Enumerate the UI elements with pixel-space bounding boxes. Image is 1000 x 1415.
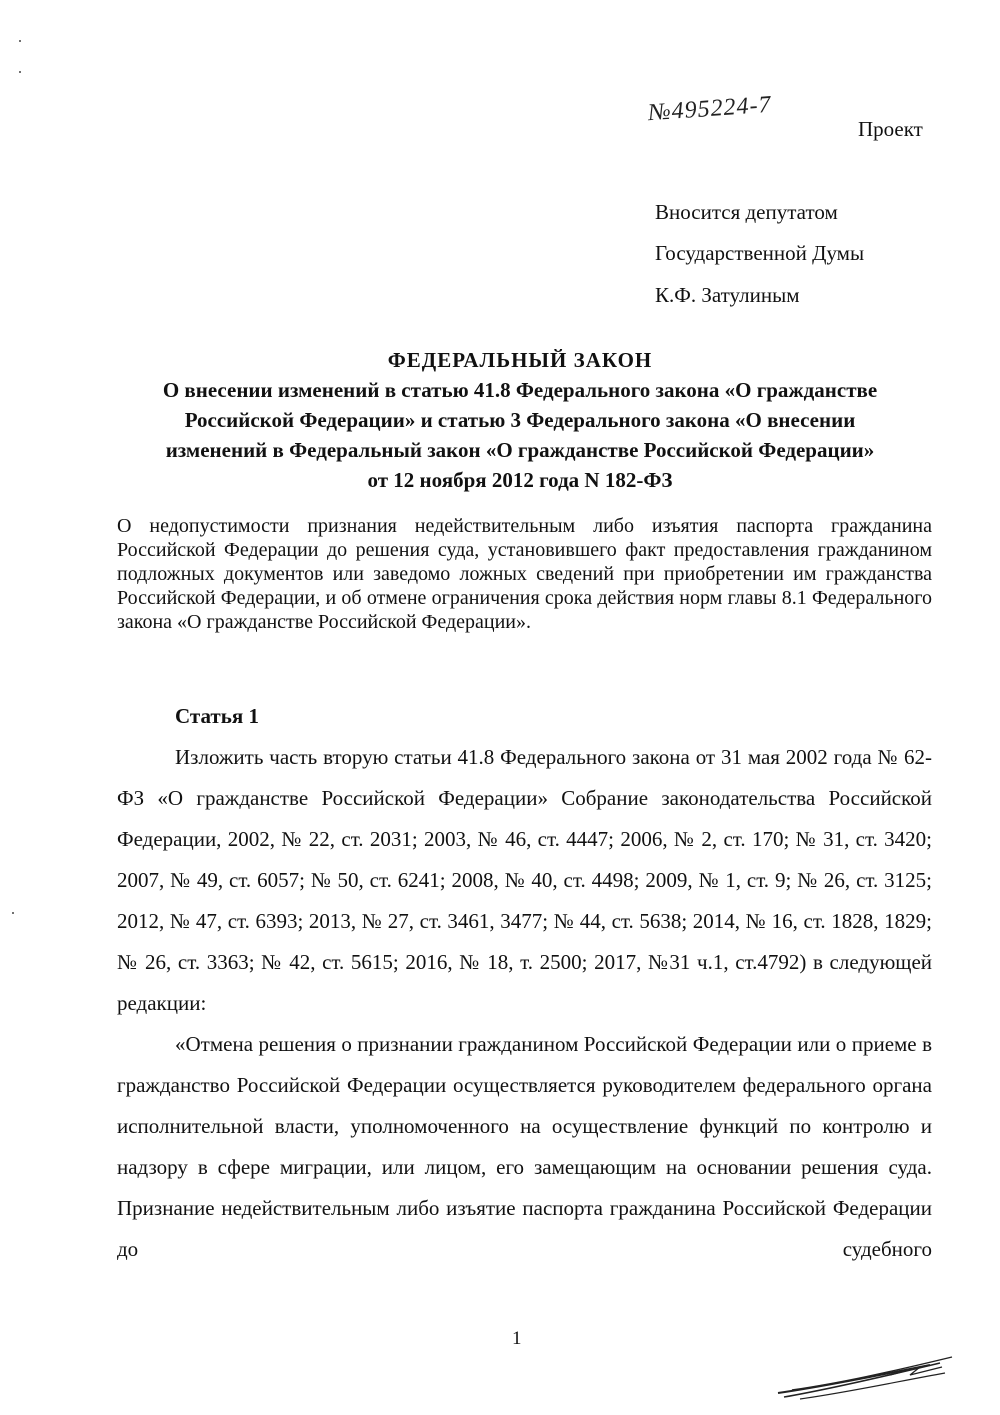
title-line-1: ФЕДЕРАЛЬНЫЙ ЗАКОН: [387, 348, 653, 372]
scan-speck: [19, 40, 21, 42]
article-1-paragraph-1: Изложить часть вторую статьи 41.8 Федерального закона от 31 мая 2002 года № 62-ФЗ «О гражданстве Российской Федерации» Собрание законодательства Российской Федерации, 2002, № 22, ст. 2031; 2003, № 46, ст. 4447; 2006, № 2, ст. 170; № 31, ст. 3420; 2007, № 49, ст. 6057; № 50, ст. 6241; 2008, № 40, ст. 4498; 2009, № 1, ст. 9; № 26, ст. 3125; 2012, № 47, ст. 6393; 2013, № 27, ст. 3461, 3477; № 44, ст. 5638; 2014, № 16, ст. 1828, 1829; № 26, ст. 3363; № 42, ст. 5615; 2016, № 18, т. 2500; 2017, №31 ч.1, ст.4792) в следующей редакции:: [117, 745, 932, 1015]
draft-label: Проект: [858, 117, 923, 141]
submitted-by-line-3: К.Ф. Затулиным: [655, 283, 800, 307]
title-line-3: Российской Федерации» и статью 3 Федерального закона «О внесении: [184, 408, 856, 432]
submitted-by-line-1: Вносится депутатом: [655, 200, 838, 224]
title-line-2: О внесении изменений в статью 41.8 Федерального закона «О гражданстве: [162, 378, 878, 402]
scan-speck: [12, 912, 14, 914]
title-line-4: изменений в Федеральный закон «О гражданстве Российской Федерации»: [165, 438, 875, 462]
scan-speck: [19, 71, 21, 73]
article-1-body: [117, 737, 932, 1270]
article-1-paragraph-2: «Отмена решения о признании гражданином Российской Федерации или о приеме в гражданство Российской Федерации осуществляется руководителем федерального органа исполнительной власти, уполномоченного на осуществление функций по контролю и надзору в сфере миграции, или лицом, его замещающим на основании решения суда. Признание недействительным либо изъятие паспорта гражданина Российской Федерации до судебного: [117, 1032, 932, 1261]
signature-icon: [770, 1345, 960, 1405]
title-line-5: от 12 ноября 2012 года N 182-ФЗ: [367, 468, 673, 492]
submitted-by-line-2: Государственной Думы: [655, 241, 865, 265]
handwritten-registration-number: №495224-7: [647, 91, 773, 127]
law-title: [100, 345, 940, 495]
article-1-heading: Статья 1: [175, 704, 259, 728]
page-number: 1: [512, 1328, 522, 1349]
law-summary: О недопустимости признания недействительным либо изъятия паспорта гражданина Российской Федерации до решения суда, установившего факт предоставления гражданином подложных документов или заведомо ложных сведений при приобретении им гражданства Российской Федерации, и об отмене ограничения срока действия норм главы 8.1 Федерального закона «О гражданстве Российской Федерации».: [117, 515, 932, 633]
